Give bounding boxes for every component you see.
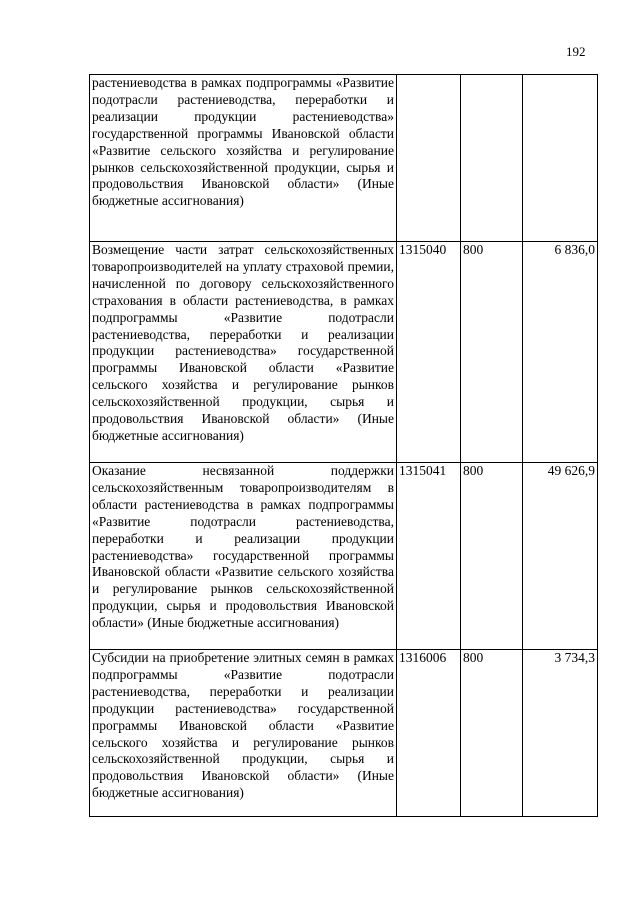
row-amount: 6 836,0 xyxy=(523,242,598,463)
table-row xyxy=(90,242,598,463)
row-amount: 3 734,3 xyxy=(523,650,598,817)
row-expense-type xyxy=(461,75,523,242)
table-row xyxy=(90,463,598,650)
row-description: Оказание несвязанной поддержки сельскохозяйственным товаропроизводителям в области растениеводства в рамках подпрограммы «Развитие подотрасли растениеводства, переработки и реализации продукции растениеводства» государственной программы Ивановской области «Развитие сельского хозяйства и регулирование рынков сельскохозяйственной продукции, сырья и продовольствия Ивановской области» (Иные бюджетные ассигнования) xyxy=(90,463,397,650)
row-target-code xyxy=(397,75,461,242)
budget-table xyxy=(89,74,598,817)
row-expense-type: 800 xyxy=(461,463,523,650)
table-row xyxy=(90,75,598,242)
table-row xyxy=(90,650,598,817)
row-target-code: 1315040 xyxy=(397,242,461,463)
row-target-code: 1316006 xyxy=(397,650,461,817)
row-amount xyxy=(523,75,598,242)
row-expense-type: 800 xyxy=(461,650,523,817)
row-amount: 49 626,9 xyxy=(523,463,598,650)
row-description: растениеводства в рамках подпрограммы «Развитие подотрасли растениеводства, переработки и реализации продукции растениеводства» государственной программы Ивановской области «Развитие сельского хозяйства и регулирование рынков сельскохозяйственной продукции, сырья и продовольствия Ивановской области» (Иные бюджетные ассигнования) xyxy=(90,75,397,242)
row-description: Возмещение части затрат сельскохозяйственных товаропроизводителей на уплату страховой премии, начисленной по договору сельскохозяйственного страхования в области растениеводства, в рамках подпрограммы «Развитие подотрасли растениеводства, переработки и реализации продукции растениеводства» государственной программы Ивановской области «Развитие сельского хозяйства и регулирование рынков сельскохозяйственной продукции, сырья и продовольствия Ивановской области» (Иные бюджетные ассигнования) xyxy=(90,242,397,463)
row-target-code: 1315041 xyxy=(397,463,461,650)
row-expense-type: 800 xyxy=(461,242,523,463)
row-description: Субсидии на приобретение элитных семян в рамках подпрограммы «Развитие подотрасли растениеводства, переработки и реализации продукции растениеводства» государственной программы Ивановской области «Развитие сельского хозяйства и регулирование рынков сельскохозяйственной продукции, сырья и продовольствия Ивановской области» (Иные бюджетные ассигнования) xyxy=(90,650,397,817)
page-number: 192 xyxy=(566,44,586,59)
